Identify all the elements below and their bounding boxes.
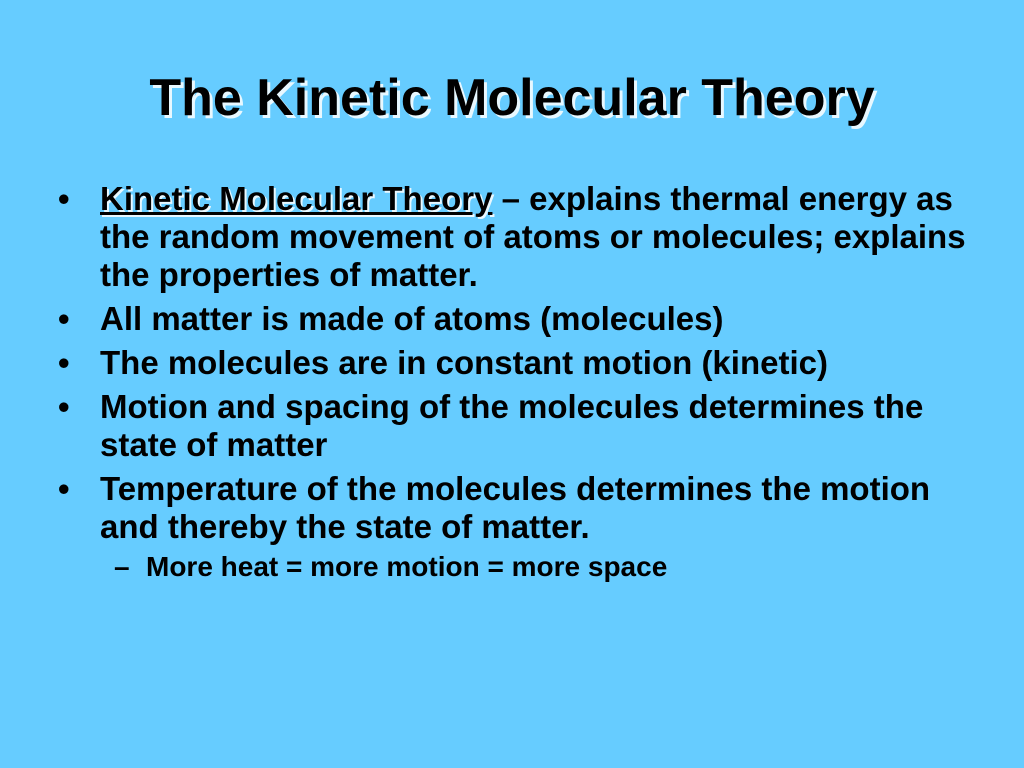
bullet-item-spacing [58, 388, 978, 464]
bullet-icon: • [58, 180, 70, 217]
bullet-item-temperature [58, 470, 978, 584]
bullet-text: – explains thermal energy as the random movement of atoms or molecules; explains the properties of matter. [100, 180, 966, 293]
bullet-list [58, 180, 978, 590]
sub-bullet-text: More heat = more motion = more space [146, 551, 668, 582]
bullet-text: All matter is made of atoms (molecules) [100, 300, 724, 337]
bullet-icon: • [58, 388, 70, 425]
sub-bullet-list [100, 550, 978, 584]
sub-bullet-item [100, 550, 978, 584]
dash-icon: – [114, 551, 130, 582]
bullet-icon: • [58, 300, 70, 337]
bullet-item-definition [58, 180, 978, 294]
bullet-icon: • [58, 470, 70, 507]
bullet-text: Motion and spacing of the molecules determines the state of matter [100, 388, 924, 463]
bullet-text: Temperature of the molecules determines the motion and thereby the state of matter. [100, 470, 931, 545]
bullet-text: The molecules are in constant motion (kinetic) [100, 344, 828, 381]
bullet-item-atoms [58, 300, 978, 338]
term-highlight: Kinetic Molecular Theory [100, 180, 493, 217]
bullet-icon: • [58, 344, 70, 381]
slide-title: The Kinetic Molecular Theory [149, 69, 875, 127]
bullet-item-motion [58, 344, 978, 382]
